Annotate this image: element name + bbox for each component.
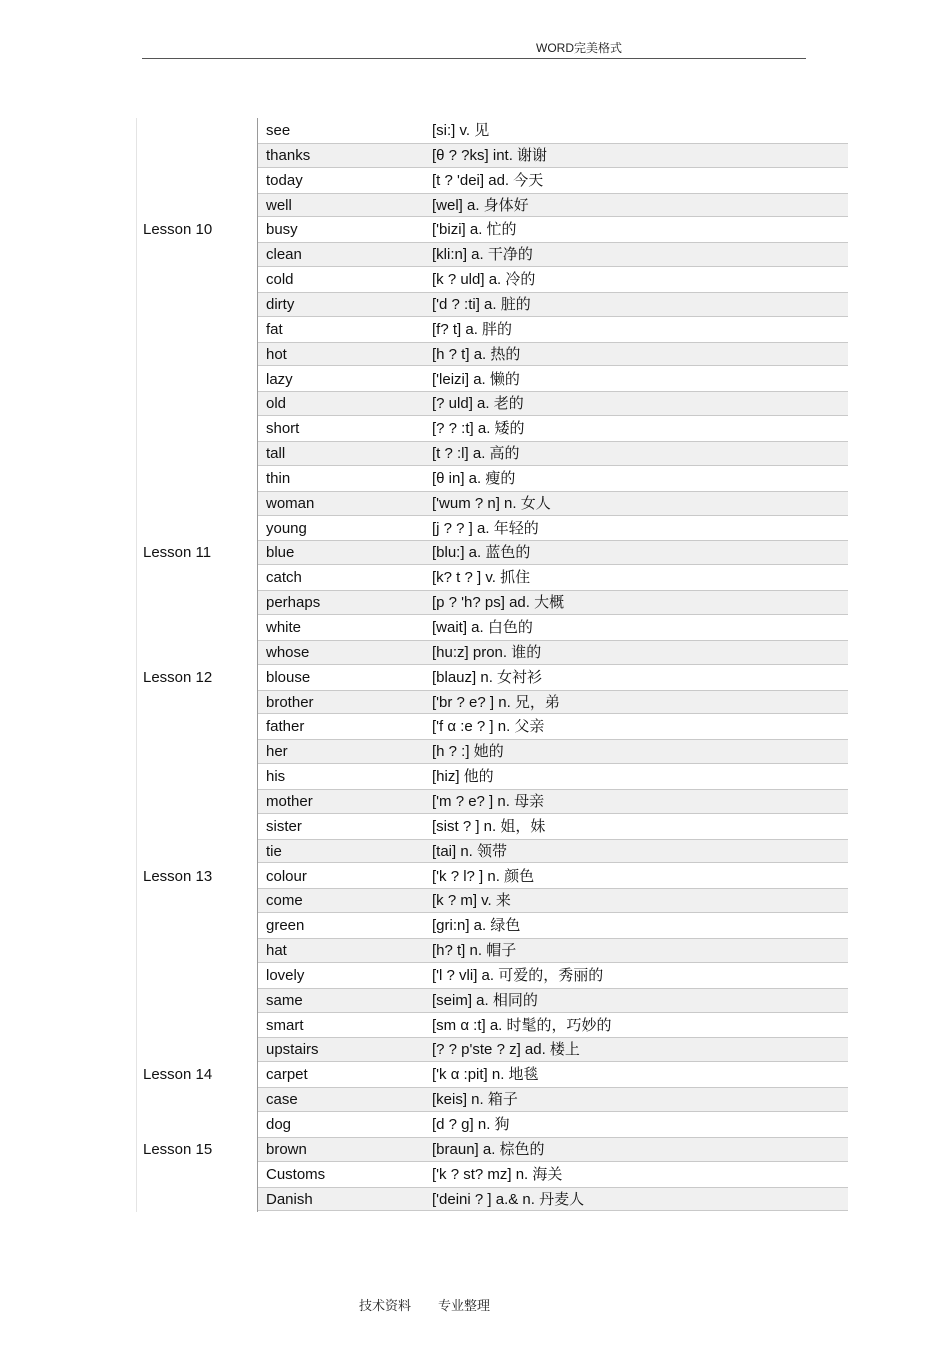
- vocab-word: thin: [266, 469, 291, 487]
- table-row: [136, 938, 848, 963]
- row-band: [258, 317, 848, 342]
- table-row: [136, 1187, 848, 1212]
- table-row: [136, 839, 848, 864]
- vocab-word: today: [266, 171, 303, 189]
- vocab-word: smart: [266, 1016, 304, 1034]
- vocab-definition: [tai] n. 领带: [432, 842, 508, 860]
- vocab-definition: ['leizi] a. 懒的: [432, 370, 520, 388]
- row-band: [258, 1137, 848, 1162]
- table-row: [136, 466, 848, 491]
- vocab-definition: [k? t ? ] v. 抓住: [432, 569, 531, 587]
- row-band: [258, 864, 848, 889]
- table-row: [136, 1137, 848, 1162]
- vocab-word: old: [266, 395, 287, 413]
- vocab-word: brown: [266, 1140, 307, 1158]
- row-band: [258, 988, 848, 1013]
- table-row: [136, 292, 848, 317]
- table-row: [136, 913, 848, 938]
- vocab-word: blue: [266, 544, 295, 562]
- row-band: [258, 888, 848, 913]
- table-row: [136, 342, 848, 367]
- table-row: [136, 441, 848, 466]
- footer-right-text: 专业整理: [438, 1299, 491, 1314]
- row-band: [258, 739, 848, 764]
- table-row: [136, 491, 848, 516]
- vocab-word: case: [266, 1091, 298, 1109]
- table-row: [136, 217, 848, 242]
- vocab-word: same: [266, 991, 303, 1009]
- vocab-definition: [keis] n. 箱子: [432, 1091, 518, 1109]
- row-band: [258, 913, 848, 938]
- table-row: [136, 764, 848, 789]
- vocab-word: well: [266, 196, 292, 214]
- vocab-word: clean: [266, 246, 302, 264]
- vocab-definition: ['d ? :ti] a. 脏的: [432, 295, 531, 313]
- vocab-definition: [k ? m] v. 来: [432, 892, 511, 910]
- table-row: [136, 1062, 848, 1087]
- vocab-definition: ['wum ? n] n. 女人: [432, 494, 551, 512]
- vocab-word: sister: [266, 817, 302, 835]
- vocab-definition: [sist ? ] n. 姐，妹: [432, 817, 546, 835]
- table-row: [136, 665, 848, 690]
- row-band: [258, 565, 848, 590]
- vocabulary-table: [136, 118, 848, 1212]
- vocab-word: green: [266, 917, 305, 935]
- table-row: [136, 864, 848, 889]
- table-row: [136, 193, 848, 218]
- vocab-definition: [? ? :t] a. 矮的: [432, 420, 525, 438]
- vocab-word: short: [266, 420, 300, 438]
- vocab-word: Customs: [266, 1165, 326, 1183]
- table-row: [136, 143, 848, 168]
- vocab-word: his: [266, 768, 286, 786]
- vocab-definition: ['f α :e ? ] n. 父亲: [432, 718, 545, 736]
- vocab-definition: [h? t] n. 帽子: [432, 942, 517, 960]
- vocab-definition: [k ? uld] a. 冷的: [432, 271, 536, 289]
- vocab-word: fat: [266, 320, 283, 338]
- vocab-definition: ['m ? e? ] n. 母亲: [432, 792, 545, 810]
- row-band: [258, 168, 848, 193]
- vocab-definition: ['bizi] a. 忙的: [432, 221, 517, 239]
- row-band: [258, 764, 848, 789]
- lesson-label: Lesson 14: [143, 1066, 213, 1084]
- row-band: [258, 342, 848, 367]
- row-band: [258, 193, 848, 218]
- row-band: [258, 217, 848, 242]
- row-band: [258, 118, 848, 143]
- footer-left-text: 技术资料: [359, 1299, 412, 1314]
- vocab-definition: ['k ? st? mz] n. 海关: [432, 1165, 563, 1183]
- row-band: [258, 292, 848, 317]
- table-row: [136, 1162, 848, 1187]
- vocab-word: her: [266, 743, 288, 761]
- vocab-word: come: [266, 892, 303, 910]
- header-title: WORD完美格式: [536, 41, 622, 55]
- vocab-word: upstairs: [266, 1041, 319, 1059]
- table-row: [136, 590, 848, 615]
- row-band: [258, 814, 848, 839]
- row-band: [258, 714, 848, 739]
- vocab-word: father: [266, 718, 305, 736]
- vocab-word: see: [266, 122, 291, 139]
- table-row: [136, 888, 848, 913]
- row-band: [258, 665, 848, 690]
- vocab-definition: [? ? p'ste ? z] ad. 楼上: [432, 1041, 580, 1059]
- vocab-word: catch: [266, 569, 302, 587]
- vocab-word: whose: [266, 643, 310, 661]
- table-row: [136, 317, 848, 342]
- vocab-definition: [hu:z] pron. 谁的: [432, 643, 542, 661]
- vocab-definition: [d ? g] n. 狗: [432, 1116, 510, 1133]
- vocab-definition: [gri:n] a. 绿色: [432, 917, 521, 935]
- vocab-definition: [θ ? ?ks] int. 谢谢: [432, 146, 548, 164]
- vocab-word: lovely: [266, 966, 305, 984]
- vocab-definition: [? uld] a. 老的: [432, 395, 524, 413]
- table-row: [136, 1037, 848, 1062]
- lesson-label: Lesson 10: [143, 221, 213, 239]
- table-row: [136, 963, 848, 988]
- vocab-word: hat: [266, 942, 287, 960]
- row-band: [258, 938, 848, 963]
- table-row: [136, 640, 848, 665]
- row-band: [258, 1112, 848, 1137]
- lesson-label: Lesson 13: [143, 867, 213, 885]
- row-band: [258, 615, 848, 640]
- table-row: [136, 690, 848, 715]
- vocab-word: busy: [266, 221, 298, 239]
- vocab-definition: [seim] a. 相同的: [432, 991, 538, 1009]
- table-row: [136, 242, 848, 267]
- vocab-definition: [h ? :] 她的: [432, 743, 504, 761]
- vocab-definition: [blu:] a. 蓝色的: [432, 544, 531, 562]
- table-row: [136, 1087, 848, 1112]
- vocab-definition: [t ? 'dei] ad. 今天: [432, 171, 544, 189]
- lesson-label: Lesson 15: [143, 1140, 213, 1158]
- row-band: [258, 516, 848, 541]
- vocab-definition: [kli:n] a. 干净的: [432, 246, 533, 264]
- vocab-word: Danish: [266, 1190, 313, 1208]
- table-row: [136, 988, 848, 1013]
- vocab-word: tie: [266, 842, 282, 860]
- row-band: [258, 267, 848, 292]
- table-row: [136, 739, 848, 764]
- vocab-word: young: [266, 519, 307, 537]
- table-row: [136, 540, 848, 565]
- row-band: [258, 441, 848, 466]
- table-row: [136, 516, 848, 541]
- table-row: [136, 168, 848, 193]
- vocab-definition: [f? t] a. 胖的: [432, 320, 513, 338]
- row-band: [258, 1062, 848, 1087]
- vocab-definition: [wait] a. 白色的: [432, 619, 533, 636]
- row-band: [258, 540, 848, 565]
- table-row: [136, 416, 848, 441]
- vocab-word: woman: [266, 494, 315, 512]
- vocab-word: thanks: [266, 146, 311, 164]
- row-band: [258, 491, 848, 516]
- table-row: [136, 118, 848, 143]
- row-band: [258, 242, 848, 267]
- row-band: [258, 466, 848, 491]
- vocab-definition: [t ? :l] a. 高的: [432, 445, 520, 463]
- table-row: [136, 714, 848, 739]
- vocab-definition: [j ? ? ] a. 年轻的: [432, 519, 539, 537]
- vocab-word: brother: [266, 693, 314, 711]
- row-band: [258, 1087, 848, 1112]
- vocab-definition: [p ? 'h? ps] ad. 大概: [432, 594, 565, 612]
- row-band: [258, 143, 848, 168]
- table-row: [136, 789, 848, 814]
- vocab-definition: ['br ? e? ] n. 兄，弟: [432, 693, 560, 711]
- vocab-definition: [h ? t] a. 热的: [432, 345, 521, 363]
- vocab-word: hot: [266, 345, 287, 363]
- vocab-word: mother: [266, 792, 313, 810]
- row-band: [258, 789, 848, 814]
- table-row: [136, 814, 848, 839]
- vocab-definition: [braun] a. 棕色的: [432, 1140, 545, 1158]
- table-row: [136, 1013, 848, 1038]
- table-row: [136, 615, 848, 640]
- row-band: [258, 391, 848, 416]
- vocab-word: tall: [266, 445, 286, 463]
- vocab-word: cold: [266, 271, 294, 289]
- row-band: [258, 367, 848, 392]
- vocab-definition: [hiz] 他的: [432, 768, 494, 786]
- vocab-definition: [blauz] n. 女衬衫: [432, 668, 543, 686]
- table-row: [136, 267, 848, 292]
- vocab-word: perhaps: [266, 594, 321, 612]
- vocab-word: lazy: [266, 370, 293, 388]
- vocab-definition: [θ in] a. 瘦的: [432, 469, 516, 487]
- vocab-definition: [wel] a. 身体好: [432, 196, 529, 214]
- header-rule: [142, 58, 806, 59]
- vocab-word: dirty: [266, 295, 295, 313]
- row-band: [258, 640, 848, 665]
- table-row: [136, 565, 848, 590]
- table-row: [136, 367, 848, 392]
- row-band: [258, 839, 848, 864]
- lesson-label: Lesson 12: [143, 668, 213, 686]
- vocab-word: blouse: [266, 668, 311, 686]
- vocab-definition: ['k ? l? ] n. 颜色: [432, 867, 535, 885]
- table-row: [136, 1112, 848, 1137]
- vocab-definition: ['l ? vli] a. 可爱的，秀丽的: [432, 966, 604, 984]
- vocab-word: dog: [266, 1116, 292, 1133]
- vocab-definition: ['deini ? ] a.& n. 丹麦人: [432, 1190, 585, 1208]
- table-row: [136, 391, 848, 416]
- vocab-word: carpet: [266, 1066, 308, 1084]
- vocab-definition: ['k α :pit] n. 地毯: [432, 1066, 539, 1084]
- vocab-definition: [si:] v. 见: [432, 122, 490, 139]
- vocab-word: white: [266, 619, 302, 636]
- vocab-definition: [sm α :t] a. 时髦的，巧妙的: [432, 1016, 612, 1034]
- vocab-word: colour: [266, 867, 307, 885]
- row-band: [258, 416, 848, 441]
- lesson-label: Lesson 11: [143, 544, 212, 562]
